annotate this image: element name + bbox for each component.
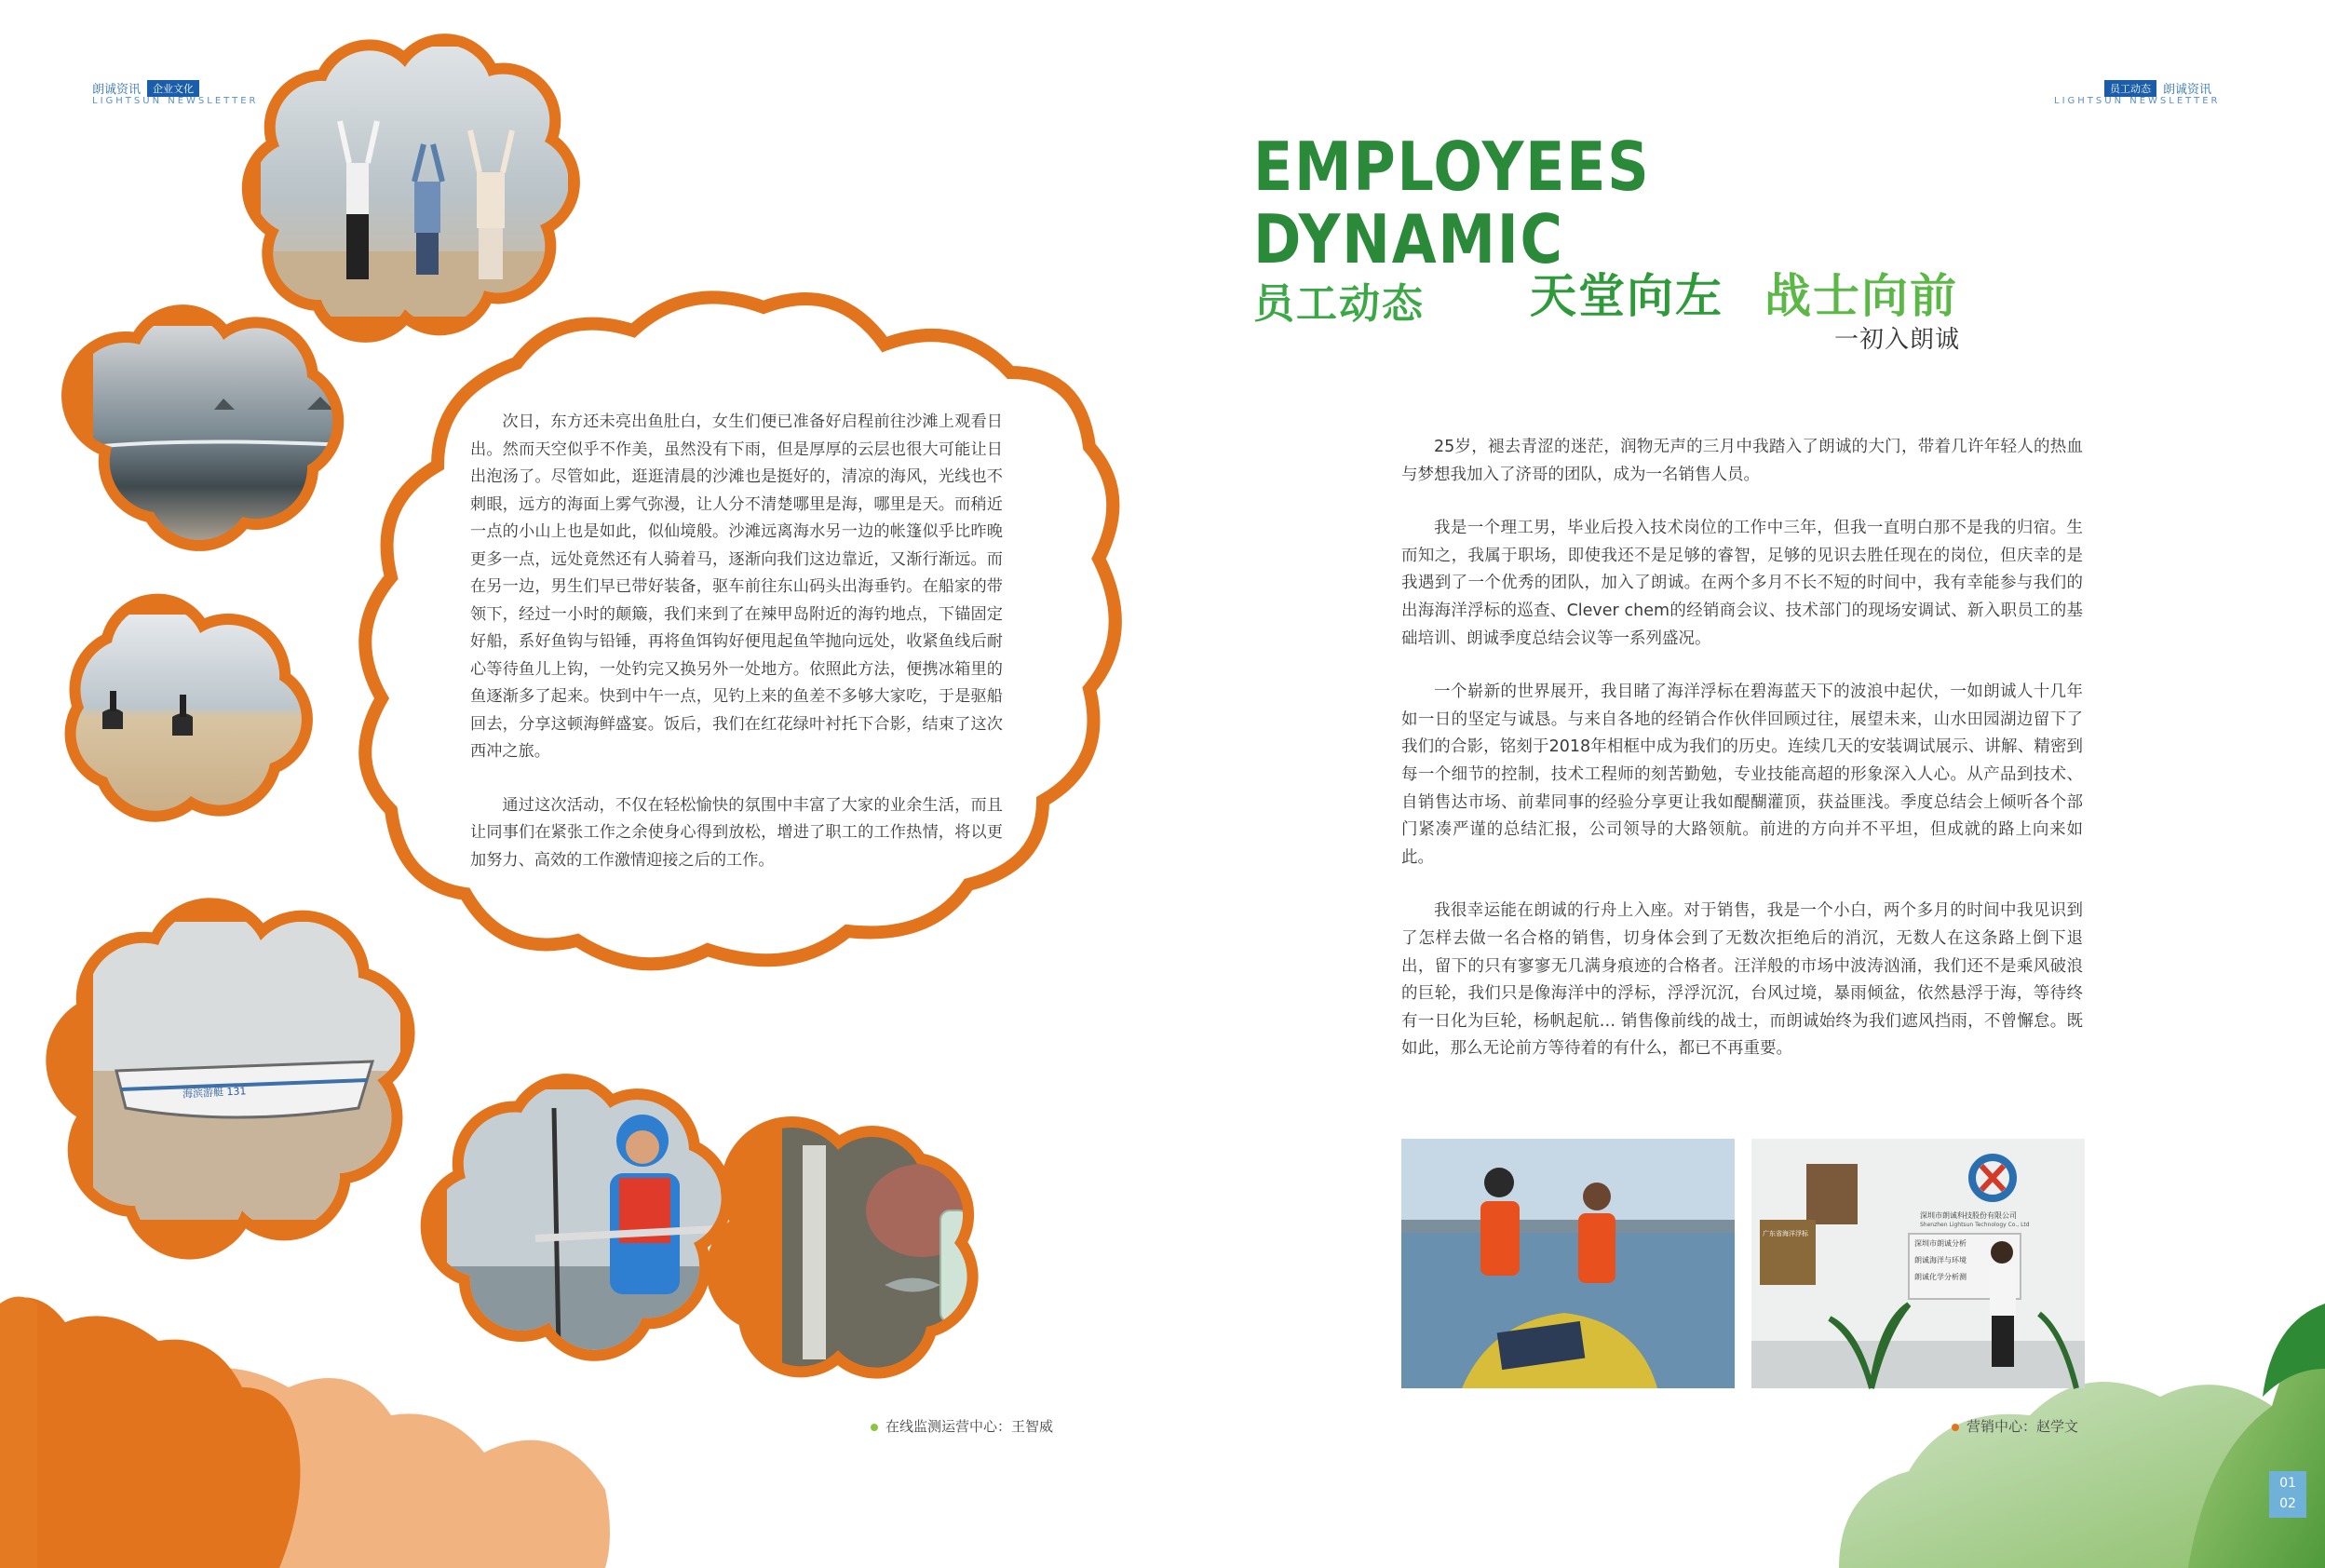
photo-cloud-fisherman [432, 1085, 726, 1369]
left-credit [871, 1416, 1053, 1436]
header-right-tag: 员工动态 [2104, 80, 2156, 97]
left-article [470, 409, 1003, 900]
english-title-line1: EMPLOYEES [1253, 128, 1651, 206]
orange-cloud-shape [0, 1297, 301, 1568]
right-paragraph-1: 25岁，褪去青涩的迷茫，润物无声的三月中我踏入了朗诚的大门，带着几许年轻人的热血与梦想我加入了济哥的团队，成为一名销售人员。 [1401, 438, 2083, 484]
right-paragraph-2: 我是一个理工男，毕业后投入技术岗位的工作中三年，但我一直明白那不是我的归宿。生而知之，我属于职场，即使我还不是足够的睿智，足够的见识去胜任现在的岗位，但庆幸的是我遇到了一个优秀的团队，加入了朗诚。在两个多月不长不短的时间中，我有幸能参与我们的出海海洋浮标的巡查、Clever chem的经销商会议、技术部门的现场安调试、新入职员工的基础培训、朗诚季度总结会议等一系列盛况。 [1401, 519, 2083, 648]
header-left-subtitle: LIGHTSUN NEWSLETTER [92, 96, 259, 106]
office-sign-line3: 朗诚化学分析测 [1914, 1273, 1967, 1281]
headline-part-b: 战士向前 [1764, 269, 1958, 323]
english-title-line2: DYNAMIC [1253, 200, 1564, 278]
page-number-a: 01 [2279, 1476, 2296, 1491]
credit-dot-icon [1952, 1424, 1959, 1431]
page-number-box [2269, 1471, 2306, 1518]
headline-part-a: 天堂向左 [1530, 269, 1723, 323]
photo-cloud-sea-horizon [73, 316, 345, 540]
header-left-brand: 朗诚资讯 [92, 83, 142, 97]
boat-hull-label: 海滨游艇 131 [182, 1085, 247, 1101]
header-right-brand: 朗诚资讯 [2163, 83, 2212, 97]
office-plaque-text: 广东省海洋浮标 [1763, 1230, 1808, 1237]
headline-subtitle: 一初入朗诚 [1834, 326, 1961, 354]
office-sign-company: 深圳市朗诚科技股份有限公司 [1920, 1211, 2017, 1220]
office-sign-company-en: Shenzhen Lightsun Technology Co., Ltd [1920, 1222, 2030, 1228]
orange-cloud-shape-small [0, 1297, 37, 1568]
right-paragraph-4: 我很幸运能在朗诚的行舟上入座。对于销售，我是一个小白，两个多月的时间中我见识到了怎样去做一名合格的销售，切身体会到了无数次拒绝后的消沉，无数人在这条路上倒下退出，留下的只有寥寥无几满身痕迹的合格者。汪洋般的市场中波涛汹涌，我们还不是乘风破浪的巨轮，我们只是像海洋中的浮标，浮浮沉沉，台风过境，暴雨倾盆，依然悬浮于海，等待终有一日化为巨轮，杨帆起航… 销售像前线的战士，而朗诚始终为我们遮风挡雨，不曾懈怠。既如此，那么无论前方等待着的有什么，都已不再重要。 [1401, 901, 2083, 1059]
left-paragraph-2: 通过这次活动，不仅在轻松愉快的氛围中丰富了大家的业余生活，而且让同事们在紧张工作之余使身心得到放松，增进了职工的工作热情，将以更加努力、高效的工作激情迎接之后的工作。 [470, 795, 1003, 870]
right-article [1401, 434, 2083, 1089]
left-credit-text: 在线监测运营中心：王智威 [885, 1418, 1054, 1435]
right-paragraph-3: 一个崭新的世界展开，我目睹了海洋浮标在碧海蓝天下的波浪中起伏，一如朗诚人十几年如一日的坚定与诚恳。与来自各地的经销合作伙伴回顾过往，展望未来，山水田园湖边留下了我们的合影，铭刻于2018年相框中成为我们的历史。连续几天的安装调试展示、讲解、精密到每一个细节的控制，技术工程师的刻苦勤勉，专业技能高超的形象深入人心。从产品到技术、自销售达市场、前辈同事的经验分享更让我如醍醐灌顶，获益匪浅。季度总结会上倾听各个部门紧凑严谨的总结汇报，公司领导的大路领航。前进的方向并不平坦，但成就的路上向来如此。 [1401, 683, 2083, 867]
left-paragraph-1: 次日，东方还未亮出鱼肚白，女生们便已准备好启程前往沙滩上观看日出。然而天空似乎不作美，虽然没有下雨，但是厚厚的云层也很大可能让日出泡汤了。尽管如此，逛逛清晨的沙滩也是挺好的，清凉的海风，光线也不刺眼，远方的海面上雾气弥漫，让人分不清楚哪里是海，哪里是天。而稍近一点的小山上也是如此，似仙境般。沙滩远离海水另一边的帐篷似乎比昨晚更多一点，远处竟然还有人骑着马，逐渐向我们这边靠近，又渐行渐远。而在另一边，男生们早已带好装备，驱车前往东山码头出海垂钓。在船家的带领下，经过一小时的颠簸，我们来到了在辣甲岛附近的海钓地点，下锚固定好船，系好鱼钩与铅锤，再将鱼饵钩好便甩起鱼竿抛向远处，收紧鱼线后耐心等待鱼儿上钩，一处钓完又换另外一处地方。依照此方法，便携冰箱里的鱼逐渐多了起来。快到中午一点，见钓上来的鱼差不多够大家吃，于是驱船回去，分享这顿海鲜盛宴。饭后，我们在红花绿叶衬托下合影，结束了这次西冲之旅。 [470, 412, 1003, 761]
right-credit [1952, 1416, 2078, 1436]
english-title [1253, 130, 1650, 276]
header-right-subtitle: LIGHTSUN NEWSLETTER [2054, 96, 2221, 106]
photo-cloud-horse-riders [56, 605, 307, 819]
photo-cloud-boat-beach [57, 909, 403, 1248]
photo-cloud-beach-women [253, 45, 569, 331]
credit-dot-icon [871, 1424, 878, 1431]
section-title-cn: 员工动态 [1253, 280, 1425, 328]
header-left-tag: 企业文化 [147, 80, 199, 97]
right-credit-text: 营销中心：赵学文 [1967, 1418, 2079, 1435]
office-sign-line1: 深圳市朗诚分析 [1914, 1239, 1967, 1248]
photo-cloud-fish-catch [717, 1127, 987, 1369]
office-sign-line2: 朗诚海洋与环境 [1914, 1256, 1967, 1264]
photo-buoy-team [1401, 1139, 1735, 1388]
page-number-b: 02 [2279, 1496, 2296, 1511]
